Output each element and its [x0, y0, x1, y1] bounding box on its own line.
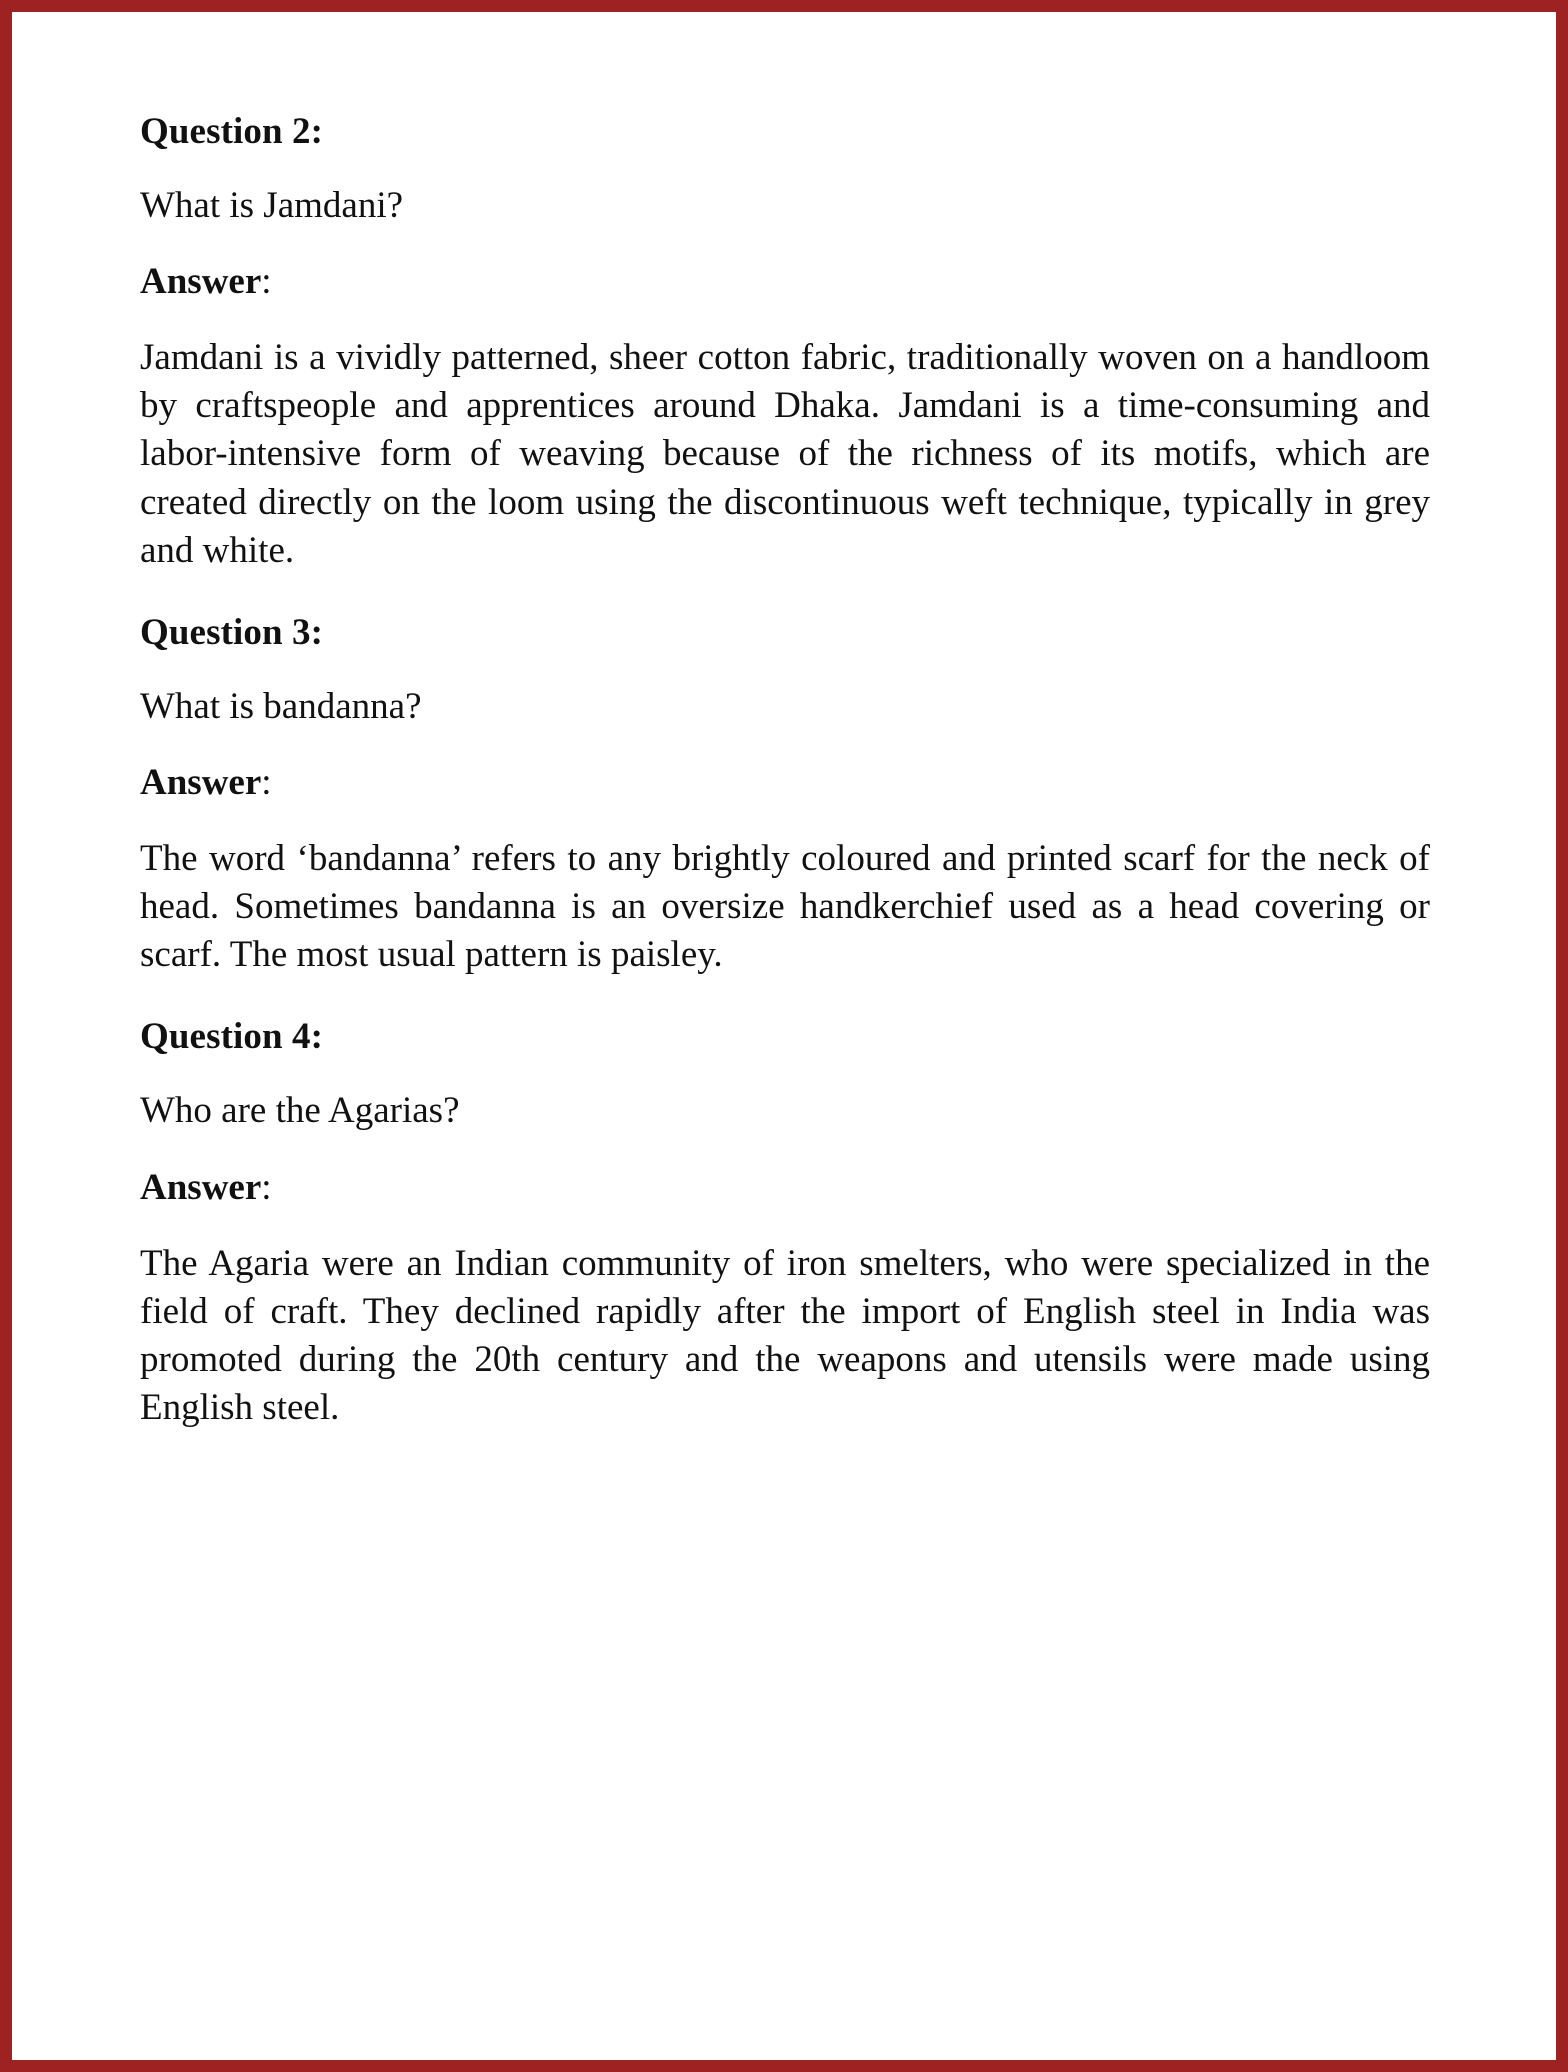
answer-label: [140, 1164, 1430, 1212]
answer-label-colon: :: [261, 261, 272, 303]
qa-block-question-3: [140, 609, 1430, 980]
question-text: What is bandanna?: [140, 685, 422, 727]
answer-label-word: Answer: [140, 761, 262, 803]
document-content: [140, 108, 1430, 1432]
answer-label-word: Answer: [140, 261, 262, 303]
answer-text: The word ‘bandanna’ refers to any brightly coloured and printed scarf for the neck of head. Sometimes bandanna is an oversize handkerchief used as a head covering or scarf. The most usual pattern is paisley.: [140, 838, 1430, 976]
answer-label-word: Answer: [140, 1166, 262, 1208]
answer-label: [140, 258, 1430, 306]
question-text: Who are the Agarias?: [140, 1090, 460, 1132]
answer-text: The Agaria were an Indian community of iron smelters, who were specialized in the field of craft. They declined rapidly after the import of English steel in India was promoted during the 20th century and the weapons and utensils were made using English steel.: [140, 1242, 1430, 1428]
question-heading: Question 4:: [140, 1016, 324, 1058]
answer-label-colon: :: [261, 761, 272, 803]
answer-text: Jamdani is a vividly patterned, sheer cotton fabric, traditionally woven on a handloom by craftspeople and apprentices around Dhaka. Jamdani is a time-consuming and labor-intensive form of weaving because of the richness of its motifs, which are created directly on the loom using the discontinuous weft technique, typically in grey and white.: [140, 337, 1430, 571]
document-page: [9, 9, 1559, 2063]
question-heading: Question 3:: [140, 611, 324, 653]
qa-block-question-4: [140, 1013, 1430, 1432]
answer-label-colon: :: [261, 1166, 272, 1208]
question-heading: Question 2:: [140, 111, 324, 152]
answer-label: [140, 759, 1430, 807]
question-text: What is Jamdani?: [140, 185, 404, 227]
qa-block-question-2: [140, 108, 1430, 575]
